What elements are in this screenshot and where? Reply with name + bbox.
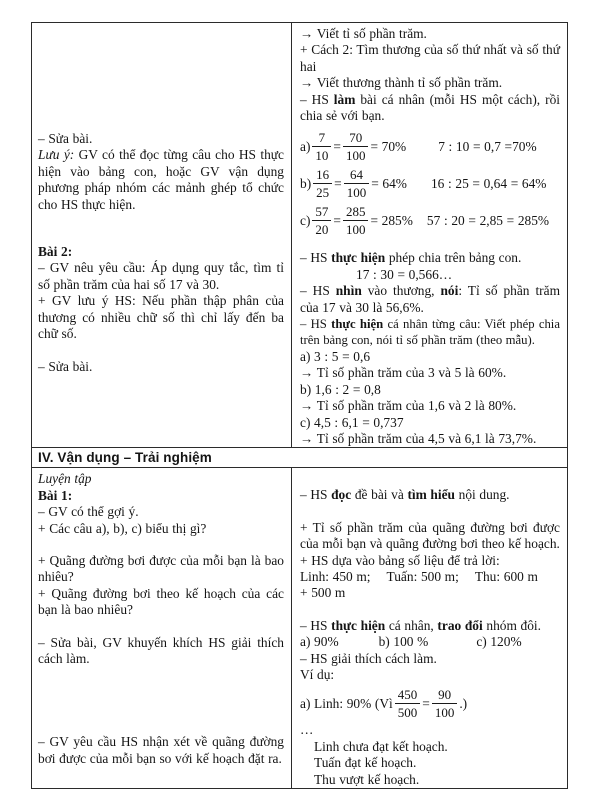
cach-2 xyxy=(300,42,560,75)
gv-goi-y xyxy=(38,504,284,520)
text-run: – HS xyxy=(300,283,336,299)
text-run: + 500 m xyxy=(300,585,346,601)
text-run: – Sửa bài. xyxy=(38,131,93,146)
ti-so-tra-loi xyxy=(300,520,560,553)
text-run: b) 1,6 : 2 = 0,8 xyxy=(300,381,381,397)
text-run: = 64% xyxy=(371,175,407,191)
fraction-denominator: 20 xyxy=(315,222,329,238)
hs-thuc-hien-tung-cau xyxy=(300,316,560,349)
hs-thuc-hien-chia xyxy=(300,250,560,266)
fraction xyxy=(432,687,458,720)
text-run: thực hiện xyxy=(331,317,384,332)
sua-bai-2 xyxy=(38,359,284,375)
fraction-denominator: 25 xyxy=(316,185,330,201)
text-run: 7 : 10 = 0,7 =70% xyxy=(438,138,537,154)
text-run: cá nhân từng câu: Viết phép chia trên bảng con, nói tỉ số phần trăm (theo mẫu). xyxy=(300,317,560,348)
fraction-numerator: 90 xyxy=(432,687,458,704)
text-run: GV có thể đọc từng câu cho HS thực hiện vào bảng con, hoặc GV vận dụng phương pháp nhóm các mảnh ghép tổ chức cho HS thực hiện. xyxy=(38,147,284,212)
text-run: = xyxy=(333,138,341,154)
lesson-plan-table xyxy=(31,22,568,789)
text-run: + GV lưu ý HS: Nếu phần thập phân của thương có nhiều chữ số thì chỉ lấy đến ba chữ số. xyxy=(38,293,284,342)
text-run: + HS dựa vào bảng số liệu để trả lời: xyxy=(300,552,500,568)
text-run: Linh chưa đạt kết hoạch. xyxy=(314,738,448,754)
text-run: + Tỉ số phần trăm của quãng đường bơi được của mỗi bạn và quãng đường bơi theo kế hoạch. xyxy=(300,519,560,552)
text-run: bài cá nhân (mỗi HS một cách), rồi chia sẻ với bạn. xyxy=(300,91,561,124)
cau-b-kq xyxy=(300,398,560,414)
sua-bai-khuyen-khich xyxy=(38,635,284,668)
fraction xyxy=(343,204,369,237)
text-run: Ví dụ: xyxy=(300,666,335,682)
fraction-denominator: 100 xyxy=(434,705,455,721)
fraction xyxy=(312,204,331,237)
fraction xyxy=(313,167,332,200)
text-run: Bài 1: xyxy=(38,487,73,503)
frac-c xyxy=(300,202,560,239)
text-run: Linh: 450 m; xyxy=(300,568,371,584)
text-run: + Quãng đường bơi theo kế hoạch của các bạn là bao nhiêu? xyxy=(38,585,284,618)
text-run: → Tỉ số phần trăm của 1,6 và 2 là 80%. xyxy=(300,398,517,414)
hs-doc-de xyxy=(300,487,560,503)
dap-an-abc xyxy=(300,634,560,650)
text-run: nội dung. xyxy=(454,487,510,503)
text-run: 16 : 25 = 0,64 = 64% xyxy=(430,175,547,191)
text-run: c) xyxy=(300,212,311,228)
bai-2-heading xyxy=(38,244,284,260)
hs-dua-bang xyxy=(300,553,560,569)
fraction-denominator: 10 xyxy=(315,148,329,164)
text-run: : Tỉ số phần trăm của 17 và 30 là 56,6%. xyxy=(300,283,560,315)
text-run: phép chia trên bảng con. xyxy=(385,250,522,266)
cau-hoi-bieu-thi xyxy=(38,521,284,537)
nhan-xet-thu xyxy=(300,772,560,788)
text-run: = xyxy=(334,175,342,191)
text-run: – HS xyxy=(300,617,332,633)
text-run: = 70% xyxy=(370,138,407,154)
fraction-numerator: 7 xyxy=(312,130,331,147)
phep-chia-17-30 xyxy=(300,267,560,283)
fraction-numerator: 64 xyxy=(344,167,370,184)
fraction-numerator: 450 xyxy=(395,687,421,704)
text-run: Luyện tập xyxy=(38,471,92,487)
vi-du-linh xyxy=(300,685,560,722)
text-run: c) 4,5 : 6,1 = 0,737 xyxy=(300,414,404,430)
text-run: 17 : 30 = 0,566… xyxy=(356,266,453,282)
text-run: → Viết thương thành tỉ số phần trăm. xyxy=(300,75,503,91)
hoi-ke-hoach xyxy=(38,586,284,619)
section-header-row xyxy=(32,447,567,468)
cau-c-kq xyxy=(300,431,560,447)
cau-b xyxy=(300,382,560,398)
text-run: nói xyxy=(440,283,459,299)
sua-bai-1 xyxy=(38,131,284,147)
text-run: = 285% xyxy=(370,212,413,228)
text-run: Tuấn đạt kế hoạch. xyxy=(314,755,417,771)
fraction xyxy=(344,167,370,200)
text-run: + Các câu a), b), c) biểu thị gì? xyxy=(38,520,207,536)
text-run: đề bài và xyxy=(351,487,408,503)
text-run: – GV có thể gợi ý. xyxy=(38,504,139,520)
text-run: c) 120% xyxy=(476,634,522,650)
fraction xyxy=(395,687,421,720)
text-run: … xyxy=(300,722,314,738)
hoi-quang-duong-boi xyxy=(38,553,284,586)
text-run: Bài 2: xyxy=(38,244,73,260)
fraction-denominator: 500 xyxy=(397,705,418,721)
text-run: Thu vượt kế hoạch. xyxy=(314,771,420,787)
viet-ti-so xyxy=(300,26,560,42)
text-run: b) 100 % xyxy=(378,634,429,650)
hs-lam-bai xyxy=(300,92,560,125)
text-run: – HS xyxy=(300,91,334,107)
text-run: – HS xyxy=(300,487,332,503)
fraction-numerator: 70 xyxy=(343,130,369,147)
text-run: vào thương, xyxy=(361,283,441,299)
text-run: – Sửa bài. xyxy=(38,359,93,375)
text-run: Tuấn: 500 m; xyxy=(386,568,459,584)
hs-thuc-hien-trao-doi xyxy=(300,618,560,634)
fraction xyxy=(312,130,331,163)
hs-nhin-noi xyxy=(300,283,560,316)
vi-du xyxy=(300,667,560,683)
text-run: cá nhân, xyxy=(385,617,438,633)
frac-a xyxy=(300,128,560,165)
bai-2-note xyxy=(38,293,284,342)
text-run: = xyxy=(422,695,430,711)
text-run: – GV yêu cầu HS nhận xét về quãng đường bơi được của mỗi bạn so với kế hoạch đặt ra. xyxy=(38,734,284,766)
teacher-activities-cell-2 xyxy=(32,468,292,788)
ellipsis xyxy=(300,722,560,738)
fraction-numerator: 16 xyxy=(313,167,332,184)
text-run: → Tỉ số phần trăm của 3 và 5 là 60%. xyxy=(300,365,507,381)
frac-b xyxy=(300,165,560,202)
text-run: Thu: 600 m xyxy=(474,568,538,584)
text-run: → Tỉ số phần trăm của 4,5 và 6,1 là 73,7%. xyxy=(300,430,537,446)
text-run: + Quãng đường bơi được của mỗi bạn là bao nhiêu? xyxy=(38,552,284,585)
fraction-denominator: 100 xyxy=(345,222,366,238)
cau-a-kq xyxy=(300,365,560,381)
text-run: Lưu ý: xyxy=(38,147,75,163)
activities-row-2 xyxy=(32,468,567,788)
text-run: 57 : 20 = 2,85 = 285% xyxy=(426,212,550,228)
fraction-numerator: 57 xyxy=(312,204,331,221)
text-run: thực hiện xyxy=(331,617,386,633)
text-run: = xyxy=(333,212,341,228)
gv-yeu-cau-nhan-xet xyxy=(38,734,284,767)
student-activities-cell-2 xyxy=(292,468,567,788)
hs-giai-thich xyxy=(300,651,560,667)
text-run: → Viết tỉ số phần trăm. xyxy=(300,26,427,41)
text-run: a) 90% xyxy=(300,634,339,650)
text-run: làm xyxy=(333,91,356,107)
nhan-xet-linh xyxy=(300,739,560,755)
text-run: – HS xyxy=(300,317,332,332)
text-run: a) Linh: 90% (Vì xyxy=(300,695,393,711)
activities-row-1 xyxy=(32,23,567,447)
text-run: b) xyxy=(300,175,312,191)
teacher-activities-cell-1 xyxy=(32,23,292,447)
luyen-tap xyxy=(38,471,284,487)
fraction-numerator: 285 xyxy=(343,204,369,221)
text-run: a) xyxy=(300,138,311,154)
text-run: nhìn xyxy=(335,283,362,299)
text-run: tìm hiểu xyxy=(407,487,455,503)
text-run: – GV nêu yêu cầu: Áp dụng quy tắc, tìm tỉ số phần trăm của hai số 17 và 30. xyxy=(38,260,284,292)
cau-a xyxy=(300,349,560,365)
student-activities-cell-1 xyxy=(292,23,567,447)
text-run: trao đổi xyxy=(437,617,483,633)
luu-y-note xyxy=(38,147,284,213)
fraction xyxy=(343,130,369,163)
viet-thuong xyxy=(300,75,560,91)
text-run: + Cách 2: Tìm thương của số thứ nhất và số thứ hai xyxy=(300,42,560,74)
cau-c xyxy=(300,415,560,431)
text-run: a) 3 : 5 = 0,6 xyxy=(300,348,371,364)
text-run: thực hiện xyxy=(331,250,386,266)
text-run: đọc xyxy=(331,487,352,503)
nhan-xet-tuan xyxy=(300,755,560,771)
text-run: – Sửa bài, GV khuyến khích HS giải thích cách làm. xyxy=(38,634,284,666)
so-lieu xyxy=(300,569,560,585)
text-run: – HS giải thích cách làm. xyxy=(300,650,437,666)
cong-500 xyxy=(300,585,560,601)
text-run: – HS xyxy=(300,250,332,266)
bai-2-instruction xyxy=(38,260,284,293)
bai-1-heading xyxy=(38,488,284,504)
section-title: IV. Vận dụng – Trải nghiệm xyxy=(38,450,212,466)
text-run: .) xyxy=(459,695,468,711)
text-run: nhóm đôi. xyxy=(482,617,541,633)
fraction-denominator: 100 xyxy=(345,148,366,164)
fraction-denominator: 100 xyxy=(346,185,367,201)
